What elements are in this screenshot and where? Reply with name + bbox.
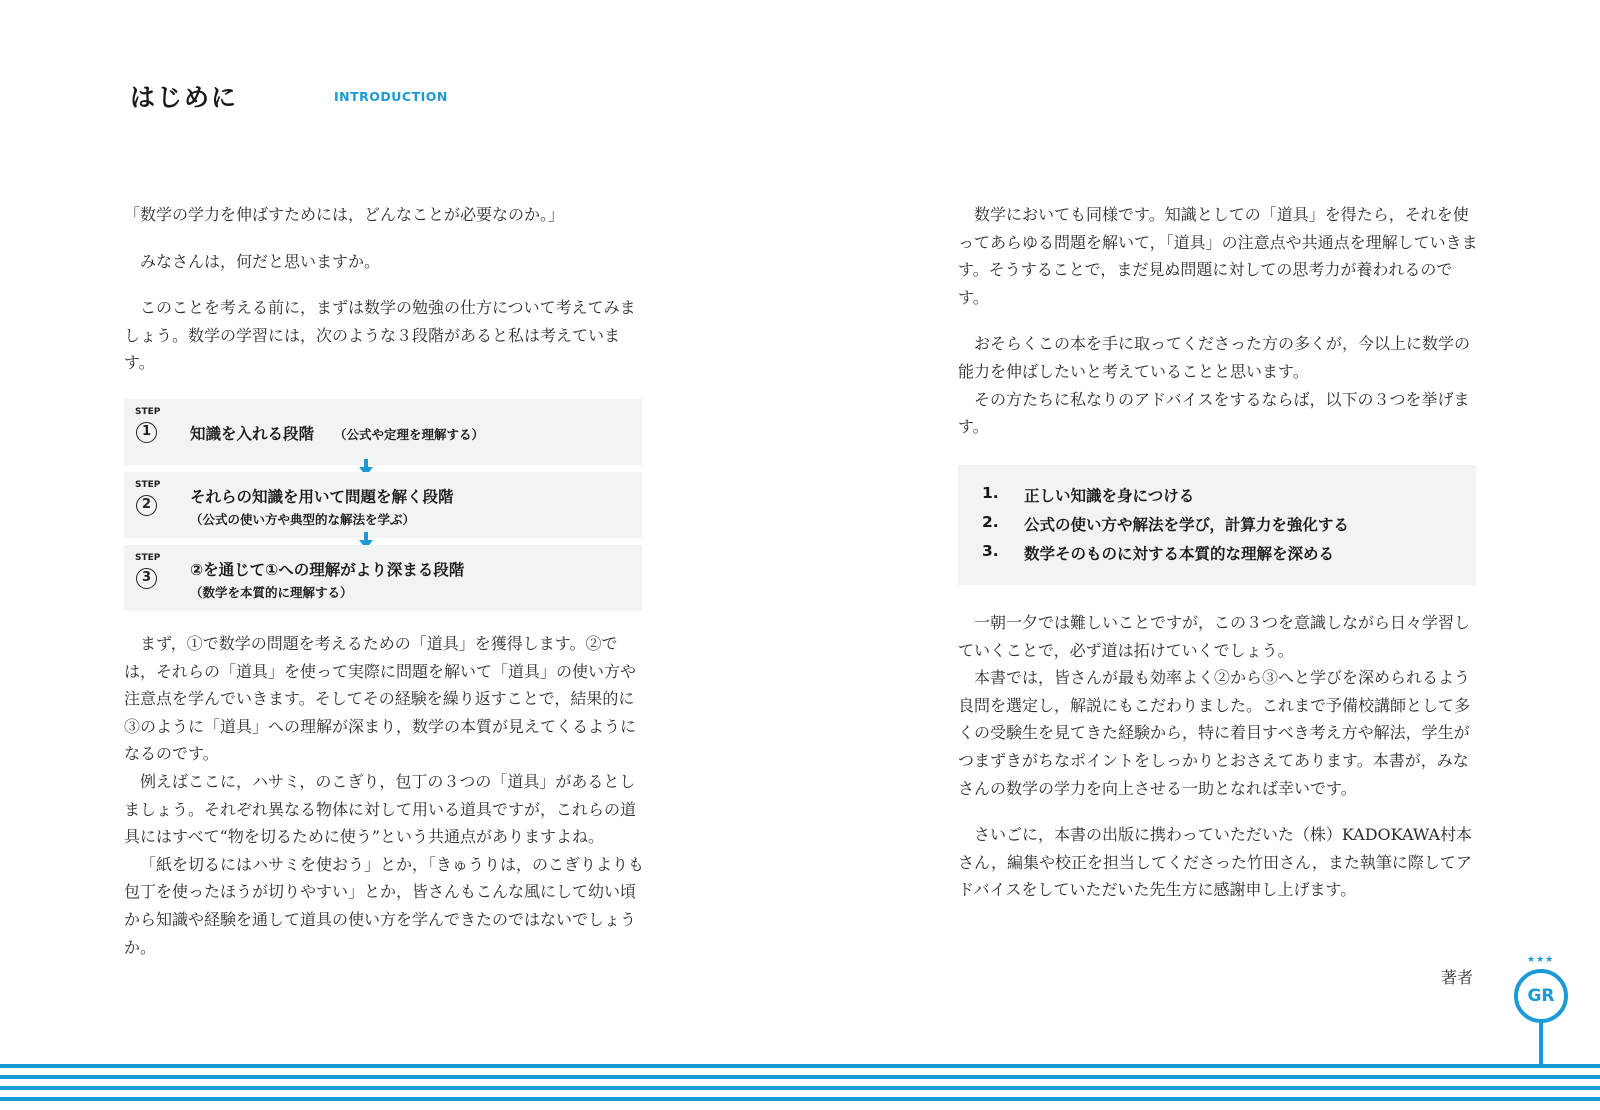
- step-number-circle: 3: [136, 568, 157, 589]
- list-text: 正しい知識を身につける: [1024, 487, 1195, 505]
- left-column-bottom: [124, 630, 644, 961]
- body-paragraph: 本書では，皆さんが最も効率よく②から③へと学びを深められるよう良問を選定し，解説にもこだわりました。これまで予備校講師として多くの受験生を見てきた経験から，特に着目すべき考え方や解法，学生がつまずきがちなポイントをしっかりとおさえてあります。本書が，みなさんの数学の学力を向上させる一助となれば幸いです。: [958, 668, 1471, 798]
- step-note: （公式や定理を理解する）: [334, 427, 485, 442]
- intro-question: みなさんは，何だと思いますか。: [140, 251, 381, 271]
- step-box-2: [124, 472, 642, 538]
- step-title: それらの知識を用いて問題を解く段階: [190, 488, 454, 506]
- body-paragraph: まず，①で数学の問題を考えるための「道具」を獲得します。②では，それらの「道具」を使って実際に問題を解いて「道具」の使い方や注意点を学んでいきます。そしてその経験を繰り返すことで，結果的に③のように「道具」への理解が深まり，数学の本質が見えてくるようになるのです。: [124, 634, 637, 764]
- list-text: 数学そのものに対する本質的な理解を深める: [1024, 545, 1335, 563]
- advice-list: [958, 465, 1476, 585]
- badge-stars: ★★★: [1527, 955, 1555, 965]
- stripe: [0, 1086, 1600, 1090]
- step-tag: STEP: [135, 480, 161, 490]
- badge-label: GR: [1527, 986, 1555, 1006]
- gr-badge: [1510, 955, 1572, 1055]
- step-number-circle: 1: [136, 422, 157, 443]
- list-number: 3.: [982, 542, 999, 560]
- author-signature: 著者: [1441, 968, 1474, 987]
- step-box-3: [124, 545, 642, 611]
- body-paragraph: おそらくこの本を手に取ってくださった方の多くが，今以上に数学の能力を伸ばしたいと考えていることと思います。: [958, 334, 1471, 381]
- step-tag: STEP: [135, 407, 161, 417]
- step-note: （公式の使い方や典型的な解法を学ぶ）: [190, 512, 416, 527]
- list-item: [958, 542, 1476, 571]
- steps-diagram: [124, 399, 642, 611]
- down-arrow-icon: [124, 465, 642, 472]
- right-column-bottom: [958, 609, 1478, 904]
- body-paragraph: さいごに，本書の出版に携わっていただいた（株）KADOKAWA村本さん，編集や校正を担当してくださった竹田さん，また執筆に際してアドバイスをしていただいた先生方に感謝申し上げます。: [958, 825, 1473, 900]
- stripe: [0, 1097, 1600, 1101]
- step-title: 知識を入れる段階: [190, 425, 315, 443]
- list-number: 1.: [982, 484, 999, 502]
- step-number-circle: 2: [136, 495, 157, 516]
- body-paragraph: 数学においても同様です。知識としての「道具」を得たら，それを使ってあらゆる問題を解いて，「道具」の注意点や共通点を理解していきます。そうすることで，まだ見ぬ問題に対しての思考力が養われるのです。: [958, 205, 1478, 307]
- step-tag: STEP: [135, 553, 161, 563]
- body-paragraph: その方たちに私なりのアドバイスをするならば，以下の３つを挙げます。: [958, 389, 1470, 437]
- step-box-1: [124, 399, 642, 465]
- body-paragraph: 一朝一夕では難しいことですが，この３つを意識しながら日々学習していくことで，必ず道は拓けていくでしょう。: [958, 613, 1471, 660]
- page-subtitle: INTRODUCTION: [334, 89, 448, 104]
- list-text: 公式の使い方や解法を学び，計算力を強化する: [1024, 516, 1349, 534]
- stripe: [0, 1075, 1600, 1079]
- footer-stripes: [0, 1064, 1600, 1110]
- list-number: 2.: [982, 513, 999, 531]
- list-item: [958, 484, 1476, 513]
- intro-lead: このことを考える前に，まずは数学の勉強の仕方について考えてみましょう。数学の学習には，次のような３段階があると私は考えています。: [124, 298, 636, 373]
- right-column-top: [958, 201, 1478, 441]
- down-arrow-icon: [124, 538, 642, 545]
- body-paragraph: 例えばここに，ハサミ，のこぎり，包丁の３つの「道具」があるとしましょう。それぞれ異なる物体に対して用いる道具ですが，これらの道具にはすべて“物を切るために使う”という共通点がありますよね。: [124, 771, 637, 847]
- stripe: [0, 1064, 1600, 1068]
- body-paragraph: 「紙を切るにはハサミを使おう」とか，「きゅうりは，のこぎりよりも包丁を使ったほうが切りやすい」とか，皆さんもこんな風にして幼い頃から知識や経験を通して道具の使い方を学んできたのではないでしょうか。: [124, 854, 645, 957]
- page-title: はじめに: [130, 83, 239, 112]
- list-item: [958, 513, 1476, 542]
- intro-quote: 「数学の学力を伸ばすためには，どんなことが必要なのか。」: [124, 205, 565, 224]
- step-note: （数学を本質的に理解する）: [190, 585, 353, 600]
- left-column-top: [124, 201, 644, 377]
- step-title: ②を通じて①への理解がより深まる段階: [190, 561, 465, 579]
